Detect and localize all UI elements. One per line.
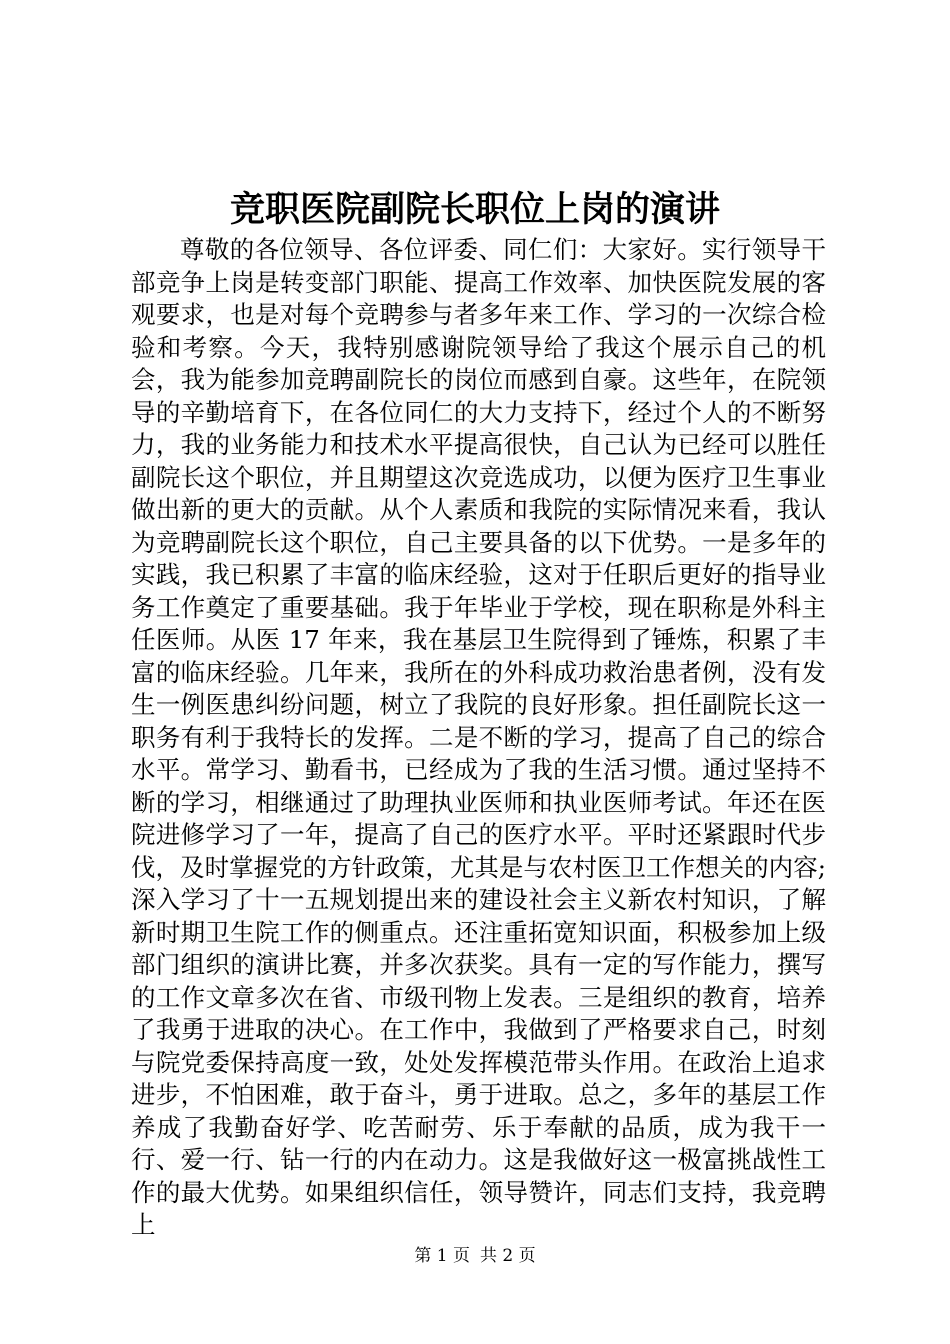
document-title: 竞职医院副院长职位上岗的演讲 [229, 189, 720, 230]
page-number: 第 1 页 [414, 1246, 470, 1266]
page-footer [0, 1244, 950, 1268]
document-body: 尊敬的各位领导、各位评委、同仁们：大家好。实行领导干部竞争上岗是转变部门职能、提高工作效率、加快医院发展的客观要求，也是对每个竞聘参与者多年来工作、学习的一次综合检验和考察。今天，我特别感谢院领导给了我这个展示自己的机会，我为能参加竞聘副院长的岗位而感到自豪。这些年，在院领导的辛勤培育下，在各位同仁的大力支持下，经过个人的不断努力，我的业务能力和技术水平提高很快，自己认为已经可以胜任副院长这个职位，并且期望这次竞选成功，以便为医疗卫生事业做出新的更大的贡献。从个人素质和我院的实际情况来看，我认为竞聘副院长这个职位，自己主要具备的以下优势。一是多年的实践，我已积累了丰富的临床经验，这对于任职后更好的指导业务工作奠定了重要基础。我于年毕业于学校，现在职称是外科主任医师。从医 17 年来，我在基层卫生院得到了锤炼，积累了丰富的临床经验。几年来，我所在的外科成功救治患者例，没有发生一例医患纠纷问题，树立了我院的良好形象。担任副院长这一职务有利于我特长的发挥。二是不断的学习，提高了自己的综合水平。常学习、勤看书，已经成为了我的生活习惯。通过坚持不断的学习，相继通过了助理执业医师和执业医师考试。年还在医院进修学习了一年，提高了自己的医疗水平。平时还紧跟时代步伐，及时掌握党的方针政策，尤其是与农村医卫工作想关的内容;深入学习了十一五规划提出来的建设社会主义新农村知识，了解新时期卫生院工作的侧重点。还注重拓宽知识面，积极参加上级部门组织的演讲比赛，并多次获奖。具有一定的写作能力，撰写的工作文章多次在省、市级刊物上发表。三是组织的教育，培养了我勇于进取的决心。在工作中，我做到了严格要求自己，时刻与院党委保持高度一致，处处发挥模范带头作用。在政治上追求进步，不怕困难，敢于奋斗，勇于进取。总之，多年的基层工作养成了我勤奋好学、吃苦耐劳、乐于奉献的品质，成为我干一行、爱一行、钻一行的内在动力。这是我做好这一极富挑战性工作的最大优势。如果组织信任，领导赞许，同志们支持，我竞聘上 [131, 235, 826, 1239]
page-total: 共 2 页 [480, 1246, 536, 1266]
